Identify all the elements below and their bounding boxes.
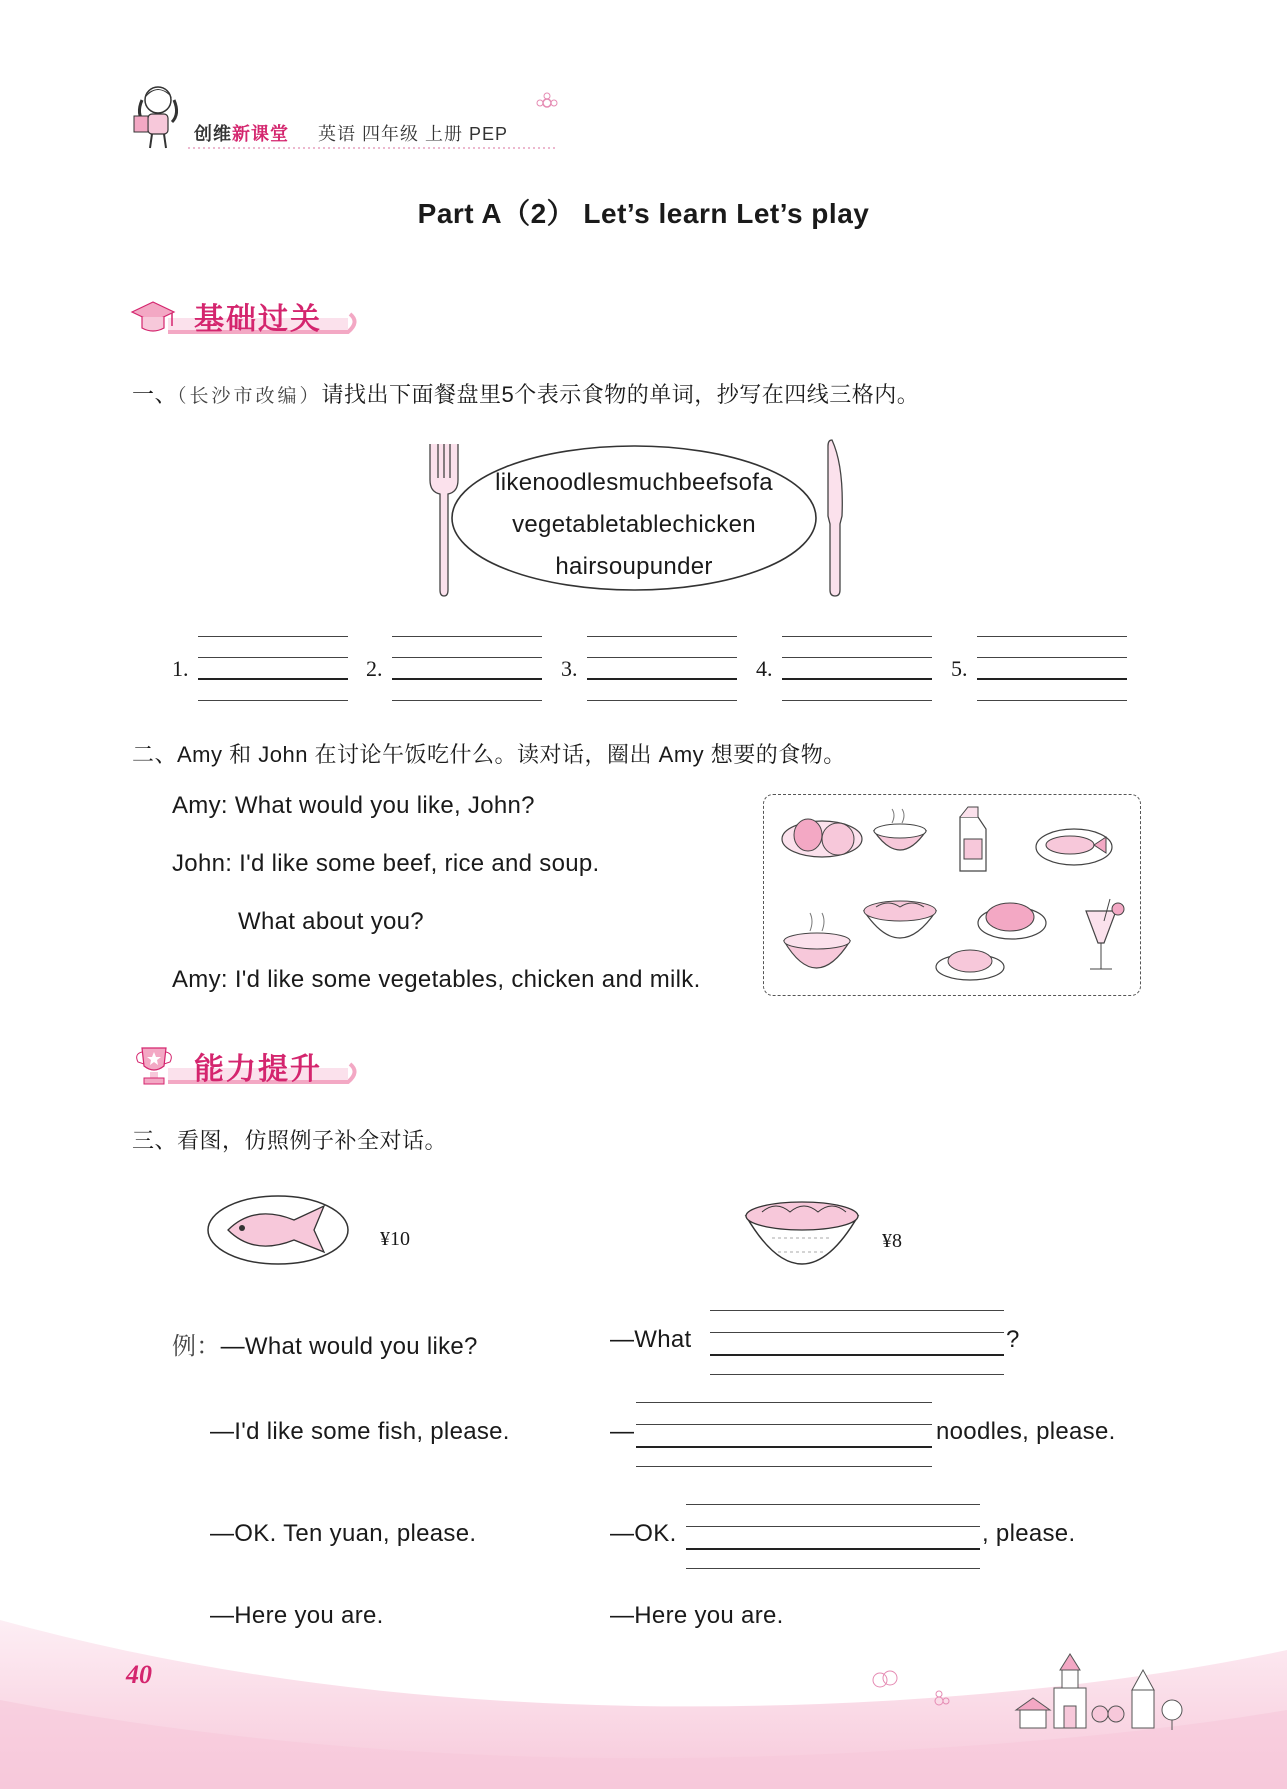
small-flower-icon — [928, 1690, 950, 1712]
rice-bread-icon[interactable] — [978, 903, 1046, 939]
milk-carton-icon[interactable] — [960, 807, 986, 871]
soup-bowl-icon[interactable] — [874, 809, 926, 850]
q1-number-1: 1. — [172, 656, 189, 681]
example-text-1: —What would you like? — [220, 1333, 478, 1360]
q2-heading: 二、Amy 和 John 在讨论午饭吃什么。读对话，圈出 Amy 想要的食物。 — [132, 742, 846, 767]
q1-answer-4[interactable] — [782, 636, 932, 702]
juice-glass-icon[interactable] — [1086, 899, 1124, 969]
fish-dish-icon[interactable] — [1036, 829, 1112, 865]
plate-line-2: vegetabletablechicken — [512, 511, 756, 538]
brand-part-1: 创维 — [194, 124, 232, 144]
trophy-icon — [134, 1044, 174, 1088]
q3-example-line-2: —I'd like some fish, please. — [210, 1418, 510, 1445]
q3-answer-2-suffix: noodles, please. — [936, 1418, 1116, 1445]
example-label: 例： — [172, 1333, 221, 1360]
q1-answer-5[interactable] — [977, 636, 1127, 702]
section-title-basic: 基础过关 — [194, 303, 322, 336]
noodles-bowl-icon[interactable] — [864, 901, 936, 938]
book-info: 英语 四年级 上册 PEP — [318, 124, 509, 144]
q2-dialog-line-3: What about you? — [238, 908, 424, 935]
q3-answer-1-input[interactable] — [710, 1310, 1004, 1376]
soup-bowl-2-icon[interactable] — [784, 913, 850, 968]
plate-words — [444, 462, 824, 588]
q3-example-line-1 — [172, 1326, 478, 1361]
q3-answer-3-input[interactable] — [686, 1504, 980, 1570]
knife-icon — [818, 436, 848, 600]
page-number: 40 — [126, 1660, 152, 1689]
q1-number-3: 3. — [561, 656, 578, 681]
q1-prefix: 一、 — [132, 382, 178, 407]
plate-line-3: hairsoupunder — [555, 553, 713, 580]
section-title-advanced: 能力提升 — [194, 1053, 322, 1086]
q1-text: 请找出下面餐盘里5个表示食物的单词，抄写在四线三格内。 — [321, 382, 920, 407]
q3-answer-3-prefix: —OK. — [610, 1520, 677, 1547]
plate-line-1: likenoodlesmuchbeefsofa — [495, 469, 773, 496]
section-banner-basic — [128, 292, 358, 338]
q3-answer-2-input[interactable] — [636, 1402, 932, 1468]
meat-icon[interactable] — [782, 819, 862, 857]
q1-number-5: 5. — [951, 656, 968, 681]
brand-part-2: 新课堂 — [232, 124, 289, 144]
graduation-cap-icon — [130, 296, 176, 336]
q3-answer-4: —Here you are. — [610, 1602, 784, 1629]
chicken-icon[interactable] — [936, 950, 1004, 980]
section-banner-advanced — [128, 1042, 358, 1088]
q3-answer-2-prefix: — — [610, 1418, 635, 1445]
cloud-icon — [870, 1668, 900, 1690]
q1-number-2: 2. — [366, 656, 383, 681]
q1-number-4: 4. — [756, 656, 773, 681]
header-underline — [128, 142, 568, 154]
q3-example-line-4: —Here you are. — [210, 1602, 384, 1629]
q3-heading: 三、看图，仿照例子补全对话。 — [132, 1128, 448, 1153]
q2-dialog-line-2: John: I'd like some beef, rice and soup. — [172, 850, 600, 877]
q1-answer-1[interactable] — [198, 636, 348, 702]
food-picture-box — [763, 794, 1141, 996]
q3-example-line-3: —OK. Ten yuan, please. — [210, 1520, 477, 1547]
food-pictures — [764, 795, 1140, 995]
flower-icon — [536, 92, 558, 114]
q3-answer-1-prefix: —What — [610, 1326, 692, 1353]
q3-answer-1-suffix: ? — [1006, 1326, 1020, 1353]
q1-answer-2[interactable] — [392, 636, 542, 702]
q2-dialog-line-4: Amy: I'd like some vegetables, chicken and milk. — [172, 966, 701, 993]
q1-answer-3[interactable] — [587, 636, 737, 702]
noodles-bowl-large-icon — [742, 1182, 862, 1282]
q1-source: （长沙市改编） — [177, 386, 322, 407]
price-fish: ¥10 — [380, 1228, 410, 1250]
fish-plate-icon — [204, 1190, 354, 1270]
price-noodles: ¥8 — [882, 1230, 902, 1252]
q3-answer-3-suffix: , please. — [982, 1520, 1076, 1547]
page-title: Part A（2） Let’s learn Let’s play — [417, 198, 870, 229]
q1-heading — [132, 378, 919, 409]
q2-dialog-line-1: Amy: What would you like, John? — [172, 792, 535, 819]
castle-town-icon — [960, 1650, 1190, 1740]
